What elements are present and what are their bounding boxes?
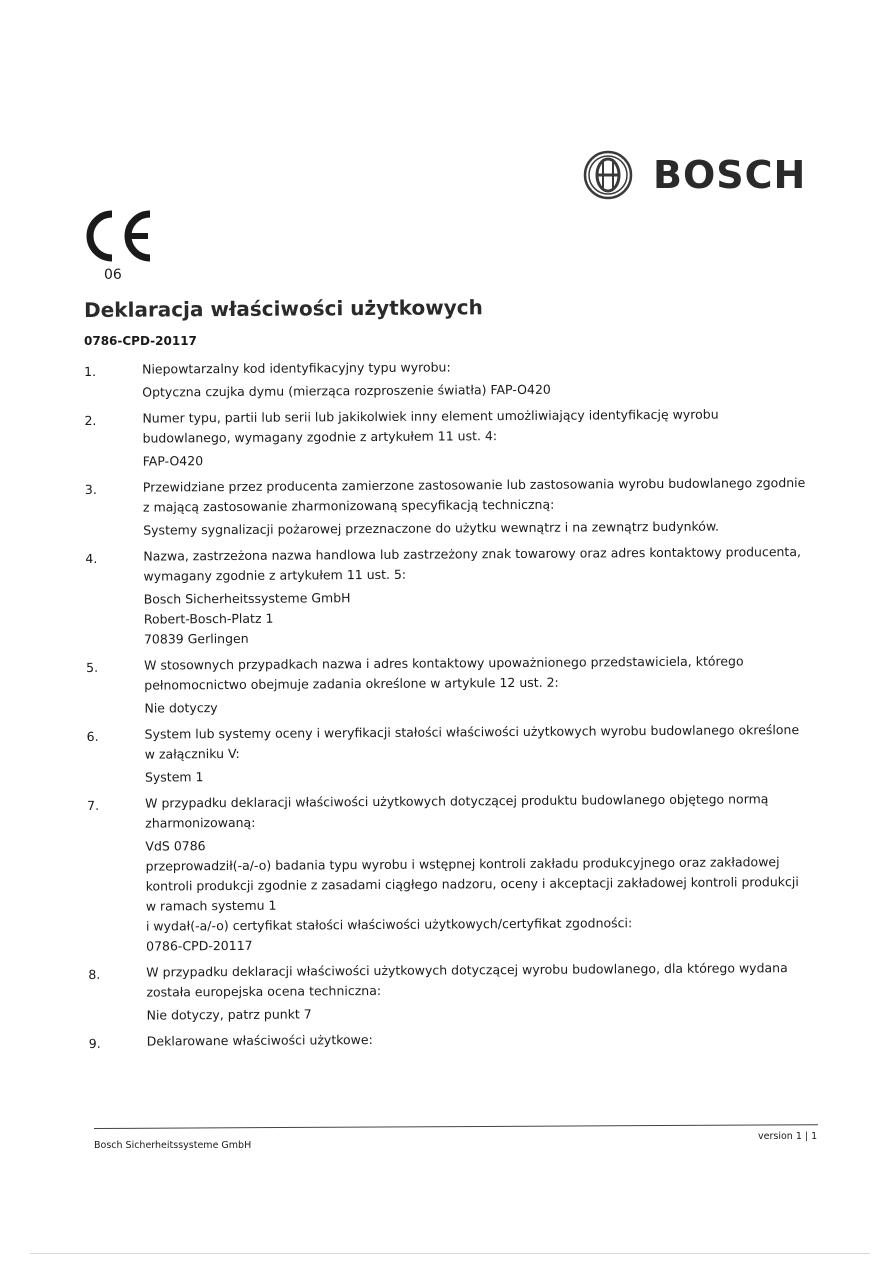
declaration-item	[89, 1027, 819, 1052]
item-body	[145, 789, 818, 957]
item-text-line: W stosownych przypadkach nazwa i adres kontaktowy upoważnionego przedstawiciela, którego	[144, 653, 744, 673]
item-value: przeprowadził(-a/-o) badania typu wyrobu i wstępnej kontroli zakładu produkcyjnego oraz zakładowej	[145, 854, 780, 874]
item-number: 3.	[84, 481, 97, 497]
item-number: 4.	[85, 550, 98, 566]
declaration-item	[87, 720, 817, 788]
item-text-line: budowlanego, wymagany zgodnie z artykułem 11 ust. 4:	[142, 428, 498, 446]
declaration-item	[86, 651, 816, 719]
item-value: Nie dotyczy	[144, 700, 218, 716]
document-reference: 0786-CPD-20117	[84, 334, 197, 348]
ce-mark-icon	[82, 208, 154, 264]
item-number: 1.	[84, 363, 97, 379]
scan-edge-divider	[30, 1253, 870, 1254]
item-value: FAP-O420	[142, 453, 204, 469]
declaration-item	[88, 958, 818, 1026]
item-text-line: z mającą zastosowanie zharmonizowaną specyfikacją techniczną:	[142, 496, 555, 515]
bosch-armature-icon	[583, 150, 633, 200]
item-value: Robert-Bosch-Platz 1	[143, 610, 274, 627]
item-text-line: Nazwa, zastrzeżona nazwa handlowa lub zastrzeżony znak towarowy oraz adres kontaktowy producenta,	[143, 543, 802, 564]
item-text-line: System lub systemy oceny i weryfikacji stałości właściwości użytkowych wyrobu budowlanego określone	[144, 722, 800, 742]
item-number: 8.	[88, 966, 101, 982]
item-value: VdS 0786	[145, 838, 206, 854]
footer-version: version 1 | 1	[758, 1131, 818, 1142]
item-number: 5.	[86, 659, 99, 675]
item-text-line: wymagany zgodnie z artykułem 11 ust. 5:	[143, 566, 407, 584]
item-text-line: Numer typu, partii lub serii lub jakikolwiek inny element umożliwiający identyfikację wyrobu	[142, 406, 719, 426]
item-body	[143, 473, 815, 541]
item-body	[144, 651, 816, 719]
footer-company: Bosch Sicherheitssysteme GmbH	[94, 1140, 252, 1151]
footer-divider	[94, 1124, 818, 1129]
item-value: kontroli produkcji zgodnie z zasadami ciągłego nadzoru, oceny i akceptacji zakładowej kontroli produkcji	[145, 874, 799, 894]
document-title: Deklaracja właściwości użytkowych	[84, 295, 483, 322]
item-text-line: Deklarowane właściwości użytkowe:	[146, 1032, 373, 1049]
item-body	[142, 404, 814, 472]
declaration-item	[85, 542, 816, 650]
item-body	[142, 355, 814, 403]
item-value: Systemy sygnalizacji pożarowej przeznaczone do użytku wewnątrz i na zewnątrz budynków.	[143, 518, 720, 538]
bosch-wordmark: BOSCH	[653, 153, 807, 197]
declaration-item	[84, 355, 814, 403]
item-text-line: została europejska ocena techniczna:	[146, 982, 382, 1000]
item-number: 7.	[87, 797, 100, 813]
item-text-line: W przypadku deklaracji właściwości użytkowych dotyczącej produktu budowlanego objętego normą	[145, 791, 769, 811]
item-text-line: W przypadku deklaracji właściwości użytkowych dotyczącej wyrobu budowlanego, dla którego wydana	[146, 960, 788, 980]
item-value: Nie dotyczy, patrz punkt 7	[146, 1006, 312, 1023]
declaration-items	[84, 355, 819, 1058]
item-value: System 1	[144, 769, 204, 785]
item-number: 6.	[86, 728, 99, 744]
item-body	[145, 720, 817, 788]
item-value: 70839 Gerlingen	[143, 630, 249, 647]
item-value: w ramach systemu 1	[145, 897, 277, 914]
item-number: 9.	[88, 1035, 101, 1051]
item-value: Bosch Sicherheitssysteme GmbH	[143, 590, 351, 607]
bosch-logo	[583, 150, 806, 200]
declaration-item	[85, 473, 815, 541]
declaration-item	[84, 404, 814, 472]
item-text-line: Niepowtarzalny kod identyfikacyjny typu wyrobu:	[142, 359, 451, 377]
item-value: 0786-CPD-20117	[146, 937, 253, 954]
item-text-line: w załączniku V:	[144, 745, 240, 762]
item-value: Optyczna czujka dymu (mierząca rozproszenie światła) FAP-O420	[142, 381, 551, 400]
item-text-line: pełnomocnictwo obejmuje zadania określone w artykule 12 ust. 2:	[144, 674, 559, 693]
declaration-item	[87, 789, 818, 957]
ce-notified-body-number: 06	[104, 267, 122, 283]
item-body	[146, 958, 818, 1026]
item-text-line: Przewidziane przez producenta zamierzone zastosowanie lub zastosowania wyrobu budowlanego zgodnie	[142, 474, 806, 495]
item-body	[143, 542, 816, 650]
item-number: 2.	[84, 412, 97, 428]
item-body	[147, 1027, 819, 1052]
item-value: i wydał(-a/-o) certyfikat stałości właściwości użytkowych/certyfikat zgodności:	[145, 915, 633, 934]
item-text-line: zharmonizowaną:	[145, 814, 256, 831]
